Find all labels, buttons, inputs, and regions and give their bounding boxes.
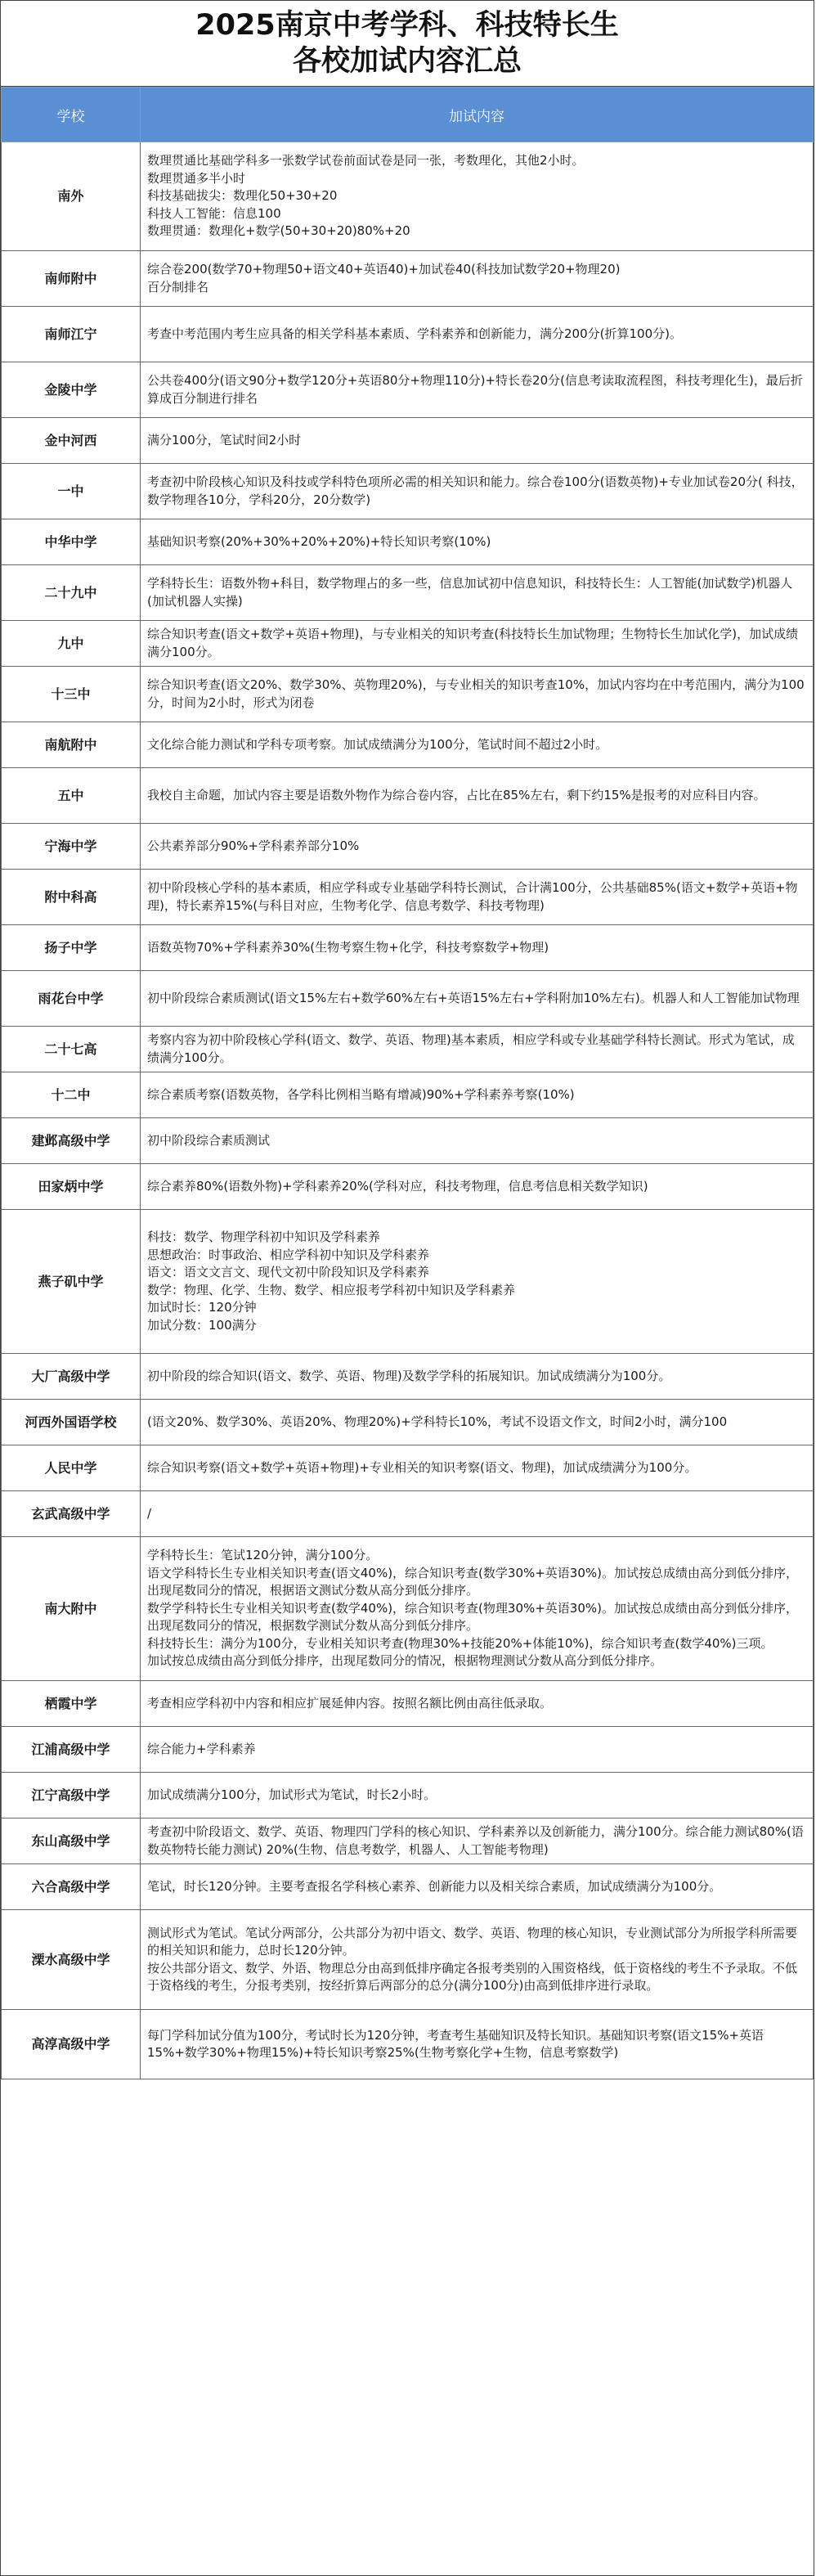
document-title [1,1,814,87]
table-body [2,142,814,2079]
school-name: 燕子矶中学 [2,1210,141,1354]
exam-content: 基础知识考察(20%+30%+20%+20%)+特长知识考察(10%) [141,519,814,565]
table-row [2,1910,814,2010]
school-name: 田家炳中学 [2,1164,141,1210]
exam-content: 考查初中阶段语文、数学、英语、物理四门学科的核心知识、学科素养以及创新能力，满分100分。综合能力测试80%(语数英物特长能力测试) 20%(生物、信息考数学，机器人、人工智能考物理) [141,1818,814,1864]
table-row [2,971,814,1027]
table-row [2,1210,814,1354]
table-row [2,307,814,362]
exam-content: 每门学科加试分值为100分，考试时长为120分钟，考查考生基础知识及特长知识。基础知识考察(语文15%+英语15%+数学30%+物理15%)+特长知识考察25%(生物考察化学+生物，信息考察数学) [141,2010,814,2079]
exam-content: 综合知识考查(语文20%、数学30%、英物理20%)，与专业相关的知识考查10%，加试内容均在中考范围内，满分为100分，时间为2小时，形式为闭卷 [141,667,814,722]
school-name: 建邺高级中学 [2,1118,141,1164]
exam-content: 考查中考范围内考生应具备的相关学科基本素质、学科素养和创新能力，满分200分(折算100分)。 [141,307,814,362]
school-name: 南外 [2,142,141,251]
exam-content: 满分100分，笔试时间2小时 [141,418,814,464]
table-row [2,1072,814,1118]
table-row [2,362,814,418]
exam-content: 公共素养部分90%+学科素养部分10% [141,824,814,870]
table-row [2,768,814,824]
school-name: 宁海中学 [2,824,141,870]
school-name: 金陵中学 [2,362,141,418]
exam-content: 科技：数学、物理学科初中知识及学科素养 思想政治：时事政治、相应学科初中知识及学科素养 语文：语文文言文、现代文初中阶段知识及学科素养 数学：物理、化学、生物、数学、相应报考学科初中知识及学科素养 加试时长：120分钟 加试分数：100满分 [141,1210,814,1354]
table-row [2,1164,814,1210]
school-name: 高淳高级中学 [2,2010,141,2079]
table-row [2,519,814,565]
school-name: 六合高级中学 [2,1864,141,1910]
table-row [2,1537,814,1681]
table-row [2,2010,814,2079]
school-name: 中华中学 [2,519,141,565]
table-row [2,1864,814,1910]
school-name: 附中科高 [2,870,141,925]
exam-content: 数理贯通比基础学科多一张数学试卷前面试卷是同一张，考数理化，其他2小时。 数理贯通多半小时 科技基础拔尖：数理化50+30+20 科技人工智能：信息100 数理贯通：数理化+数学(50+30+20)80%+20 [141,142,814,251]
title-line-1: 2025南京中考学科、科技特长生 [195,9,619,42]
table-row [2,1491,814,1537]
school-name: 栖霞中学 [2,1681,141,1727]
title-line-2: 各校加试内容汇总 [292,45,522,78]
school-name: 金中河西 [2,418,141,464]
table-row [2,1400,814,1445]
exam-content: 笔试，时长120分钟。主要考查报名学科核心素养、创新能力以及相关综合素质，加试成绩满分为100分。 [141,1864,814,1910]
table-row [2,1773,814,1818]
table-row [2,824,814,870]
table-row [2,142,814,251]
school-name: 一中 [2,464,141,519]
table-row [2,1681,814,1727]
table-row [2,1445,814,1491]
exam-content: 初中阶段核心学科的基本素质，相应学科或专业基础学科特长测试，合计满100分，公共基础85%(语文+数学+英语+物理)，特长素养15%(与科目对应，生物考化学、信息考数学、科技考物理) [141,870,814,925]
exam-content: 初中阶段综合素质测试 [141,1118,814,1164]
table-row [2,565,814,621]
school-name: 扬子中学 [2,925,141,971]
exam-content: 综合知识考察(语文+数学+英语+物理)+专业相关的知识考察(语文、物理)，加试成绩满分为100分。 [141,1445,814,1491]
exam-content: 初中阶段的综合知识(语文、数学、英语、物理)及数学学科的拓展知识。加试成绩满分为100分。 [141,1354,814,1400]
exam-content: 文化综合能力测试和学科专项考察。加试成绩满分为100分，笔试时间不超过2小时。 [141,722,814,768]
table-row [2,1027,814,1072]
school-name: 南师江宁 [2,307,141,362]
exam-content: / [141,1491,814,1537]
exam-content: 我校自主命题，加试内容主要是语数外物作为综合卷内容，占比在85%左右，剩下约15%是报考的对应科目内容。 [141,768,814,824]
exam-content: 测试形式为笔试。笔试分两部分，公共部分为初中语文、数学、英语、物理的核心知识，专业测试部分为所报学科所需要的相关知识和能力，总时长120分钟。 按公共部分语文、数学、外语、物理总分由高到低排序确定各报考类别的入围资格线，低于资格线的考生不予录取。不低于资格线的考生，分报考类别，按经折算后两部分的总分(满分100分)由高到低排序进行录取。 [141,1910,814,2010]
table-row [2,251,814,307]
table-row [2,464,814,519]
school-name: 河西外国语学校 [2,1400,141,1445]
header-school: 学校 [2,88,141,142]
school-name: 二十九中 [2,565,141,621]
exam-content: 综合知识考查(语文+数学+英语+物理)，与专业相关的知识考查(科技特长生加试物理；生物特长生加试化学)，加试成绩满分100分。 [141,621,814,667]
table-row [2,1727,814,1773]
exam-content: 综合素养80%(语数外物)+学科素养20%(学科对应，科技考物理，信息考信息相关数学知识) [141,1164,814,1210]
exam-content: 考查相应学科初中内容和相应扩展延伸内容。按照名额比例由高往低录取。 [141,1681,814,1727]
exam-content: 综合素质考察(语数英物，各学科比例相当略有增减)90%+学科素养考察(10%) [141,1072,814,1118]
school-name: 九中 [2,621,141,667]
table-row [2,722,814,768]
school-name: 南航附中 [2,722,141,768]
table-row [2,621,814,667]
school-name: 十二中 [2,1072,141,1118]
exam-content: 学科特长生：语数外物+科目，数学物理占的多一些，信息加试初中信息知识，科技特长生：人工智能(加试数学)机器人(加试机器人实操) [141,565,814,621]
exam-content: 初中阶段综合素质测试(语文15%左右+数学60%左右+英语15%左右+学科附加10%左右)。机器人和人工智能加试物理 [141,971,814,1027]
table-row [2,418,814,464]
exam-content: 综合能力+学科素养 [141,1727,814,1773]
school-name: 二十七高 [2,1027,141,1072]
school-name: 南师附中 [2,251,141,307]
exam-content: (语文20%、数学30%、英语20%、物理20%)+学科特长10%，考试不设语文作文，时间2小时，满分100 [141,1400,814,1445]
school-name: 东山高级中学 [2,1818,141,1864]
summary-table [1,87,814,2079]
exam-content: 综合卷200(数学70+物理50+语文40+英语40)+加试卷40(科技加试数学20+物理20) 百分制排名 [141,251,814,307]
table-row [2,1354,814,1400]
table-row [2,925,814,971]
school-name: 溧水高级中学 [2,1910,141,2010]
school-name: 雨花台中学 [2,971,141,1027]
school-name: 江浦高级中学 [2,1727,141,1773]
school-name: 江宁高级中学 [2,1773,141,1818]
school-name: 五中 [2,768,141,824]
table-row [2,667,814,722]
header-content: 加试内容 [141,88,814,142]
school-name: 人民中学 [2,1445,141,1491]
exam-content: 考察内容为初中阶段核心学科(语文、数学、英语、物理)基本素质，相应学科或专业基础学科特长测试。形式为笔试，成绩满分100分。 [141,1027,814,1072]
exam-content: 考查初中阶段核心知识及科技或学科特色项所必需的相关知识和能力。综合卷100分(语数英物)+专业加试卷20分( 科技，数学物理各10分，学科20分，20分数学) [141,464,814,519]
exam-content: 学科特长生：笔试120分钟，满分100分。 语文学科特长生专业相关知识考查(语文40%)，综合知识考查(数学30%+英语30%)。加试按总成绩由高分到低分排序，出现尾数同分的情况，根据语文测试分数从高分到低分排序。 数学学科特长生专业相关知识考查(数学40%)，综合知识考查(物理30%+英语30%)。加试按总成绩由高分到低分排序，出现尾数同分的情况，根据数学测试分数从高分到低分排序。 科技特长生：满分为100分，专业相关知识考查(物理30%+技能20%+体能10%)，综合知识考查(数学40%)三项。 加试按总成绩由高分到低分排序，出现尾数同分的情况，根据物理测试分数从高分到低分排序。 [141,1537,814,1681]
table-row [2,870,814,925]
exam-content: 语数英物70%+学科素养30%(生物考察生物+化学，科技考察数学+物理) [141,925,814,971]
table-row [2,1818,814,1864]
school-name: 南大附中 [2,1537,141,1681]
exam-content: 加试成绩满分100分，加试形式为笔试，时长2小时。 [141,1773,814,1818]
table-row [2,1118,814,1164]
school-name: 十三中 [2,667,141,722]
header-row [2,88,814,142]
school-name: 玄武高级中学 [2,1491,141,1537]
exam-content: 公共卷400分(语文90分+数学120分+英语80分+物理110分)+特长卷20分(信息考读取流程图，科技考理化生)，最后折算成百分制进行排名 [141,362,814,418]
school-name: 大厂高级中学 [2,1354,141,1400]
